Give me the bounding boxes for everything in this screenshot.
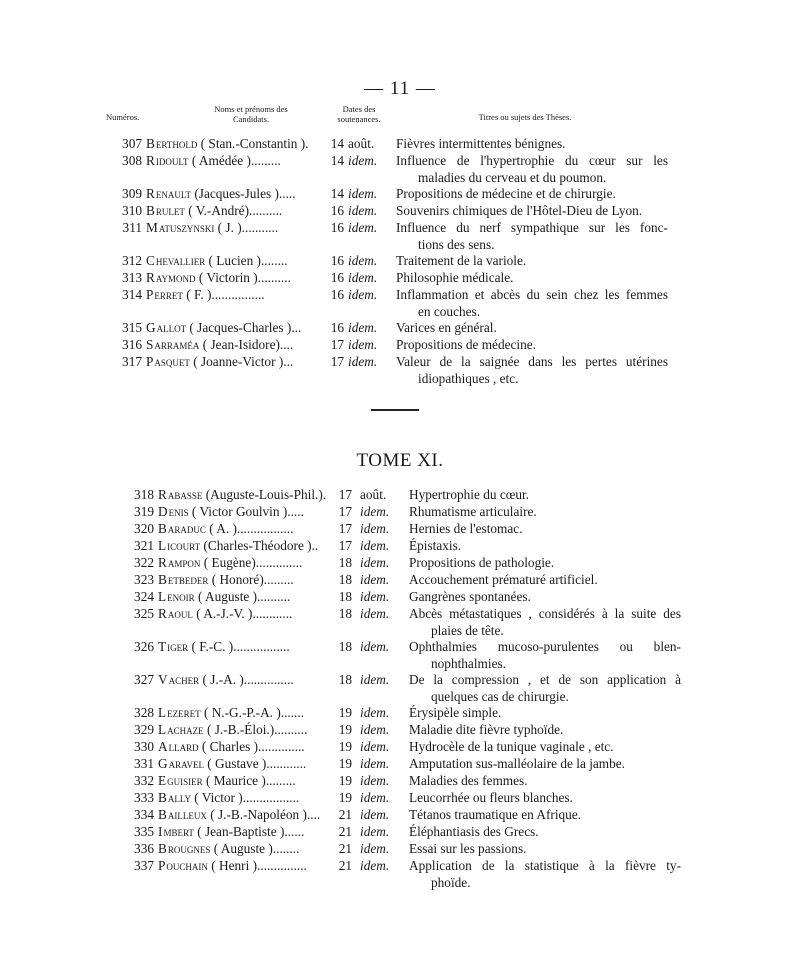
candidate-name <box>158 739 336 756</box>
thesis-title-line: Propositions de pathologie. <box>409 555 555 570</box>
tome-heading: TOME XI. <box>356 450 444 471</box>
entry-number: 337 <box>134 858 154 873</box>
entry-number: 328 <box>134 705 154 720</box>
defense-month: idem. <box>360 807 390 822</box>
defense-month: idem. <box>348 203 378 218</box>
thesis-title-line: Fièvres intermittentes bénignes. <box>396 136 566 151</box>
defense-month: idem. <box>348 186 378 201</box>
candidate-surname-rest: enoir <box>167 589 195 604</box>
candidate-given: ( Jean-Isidore).... <box>199 337 294 352</box>
thesis-title-line: Influence de l'hypertrophie du cœur sur les <box>396 153 668 168</box>
candidate-name <box>158 722 336 739</box>
candidate-given: ( F. )................ <box>182 287 265 302</box>
defense-day: 19 <box>338 773 352 788</box>
thesis-title-line: Philosophie médicale. <box>396 270 514 285</box>
candidate-name <box>158 639 336 656</box>
candidate-surname: P <box>158 858 167 873</box>
candidate-surname: R <box>158 555 168 570</box>
candidate-name <box>158 538 336 555</box>
thesis-title-line: Éléphantiasis des Grecs. <box>409 824 539 839</box>
candidate-given: ( Auguste ).......... <box>194 589 291 604</box>
candidate-name <box>158 672 336 689</box>
defense-month: idem. <box>360 538 390 553</box>
candidate-given: ( Jean-Baptiste )...... <box>193 824 305 839</box>
candidate-given: ( V.-André).......... <box>184 203 283 218</box>
defense-day: 14 <box>330 186 344 201</box>
candidate-given: ( F.-C. )................. <box>188 639 290 654</box>
defense-day: 18 <box>338 606 352 621</box>
entry-number: 324 <box>134 589 154 604</box>
candidate-name <box>146 203 328 220</box>
candidate-given: ( J.-B.-Napoléon ).... <box>206 807 321 822</box>
entry-number: 312 <box>122 253 142 268</box>
defense-month: idem. <box>360 841 390 856</box>
candidate-surname: B <box>158 790 168 805</box>
thesis-title-line: Tétanos traumatique en Afrique. <box>409 807 582 822</box>
thesis-title-line: idiopathiques , etc. <box>418 370 519 386</box>
candidate-surname: B <box>158 521 168 536</box>
candidate-name <box>158 572 336 589</box>
thesis-title-line: Hydrocèle de la tunique vaginale , etc. <box>409 739 614 754</box>
entry-number: 323 <box>134 572 154 587</box>
defense-month: idem. <box>360 824 390 839</box>
candidate-name <box>146 337 328 354</box>
candidate-surname: E <box>158 773 168 788</box>
defense-day: 19 <box>338 756 352 771</box>
defense-day: 17 <box>330 337 344 352</box>
defense-day: 17 <box>338 521 352 536</box>
defense-day: 14 <box>330 153 344 168</box>
candidate-given: ( N.-G.-P.-A. )....... <box>200 705 305 720</box>
entry-number: 320 <box>134 521 154 536</box>
candidate-given: ( Charles ).............. <box>198 739 305 754</box>
candidate-given: ( J.-A. )............... <box>199 672 294 687</box>
entry-number: 332 <box>134 773 154 788</box>
defense-day: 16 <box>330 220 344 235</box>
entry-number: 317 <box>122 354 142 369</box>
candidate-name <box>158 487 336 504</box>
candidate-surname: S <box>146 337 155 352</box>
entry-number: 315 <box>122 320 142 335</box>
defense-month: idem. <box>360 606 390 621</box>
candidate-given: ( J.-B.-Éloi.).......... <box>203 722 308 737</box>
candidate-surname-rest: allot <box>156 320 187 335</box>
defense-day: 16 <box>330 270 344 285</box>
candidate-surname-rest: abasse <box>167 487 203 502</box>
candidate-surname-rest: ampon <box>167 555 201 570</box>
candidate-given: ( Jacques-Charles )... <box>186 320 302 335</box>
candidate-given: ( Victorin ).......... <box>195 270 291 285</box>
entry-number: 335 <box>134 824 154 839</box>
candidate-surname-rest: erthold <box>155 136 198 151</box>
entry-number: 313 <box>122 270 142 285</box>
candidate-name <box>158 705 336 722</box>
defense-month: idem. <box>360 790 390 805</box>
defense-month: idem. <box>360 504 390 519</box>
candidate-given: ( Victor Goulvin )..... <box>188 504 304 519</box>
candidate-given: ( Eugène).............. <box>200 555 303 570</box>
defense-day: 17 <box>338 538 352 553</box>
candidate-surname-rest: ezeret <box>167 705 201 720</box>
thesis-title-line: Abcès métastatiques , considérés à la suite des <box>409 606 681 621</box>
candidate-name <box>146 320 328 337</box>
thesis-title-line: Maladie dite fièvre typhoïde. <box>409 722 564 737</box>
entry-number: 325 <box>134 606 154 621</box>
thesis-title-line: phoïde. <box>431 874 471 890</box>
thesis-title-line: Maladies des femmes. <box>409 773 528 788</box>
entry-number: 314 <box>122 287 142 302</box>
entry-number: 309 <box>122 186 142 201</box>
thesis-title-line: plaies de tête. <box>431 622 504 638</box>
defense-month: idem. <box>360 639 390 654</box>
defense-month: idem. <box>348 253 378 268</box>
candidate-surname: G <box>158 756 169 771</box>
defense-month: idem. <box>360 672 390 687</box>
candidate-surname-rest: aymond <box>155 270 196 285</box>
thesis-title-line: Épistaxis. <box>409 538 462 553</box>
thesis-title-line: nophthalmies. <box>431 655 506 671</box>
thesis-title-line: maladies du cerveau et du poumon. <box>418 169 607 185</box>
header-titles: Titres ou sujets des Thèses. <box>478 112 572 122</box>
defense-day: 21 <box>338 824 352 839</box>
candidate-name <box>158 841 336 858</box>
candidate-surname: R <box>146 270 156 285</box>
defense-month: idem. <box>360 739 390 754</box>
candidate-surname: L <box>158 705 168 720</box>
candidate-name <box>146 136 328 153</box>
candidate-given: (Jacques-Jules )..... <box>191 186 296 201</box>
defense-day: 16 <box>330 203 344 218</box>
entry-number: 331 <box>134 756 154 771</box>
entry-number: 322 <box>134 555 154 570</box>
defense-month: idem. <box>348 270 378 285</box>
thesis-title-line: Traitement de la variole. <box>396 253 527 268</box>
defense-day: 18 <box>338 555 352 570</box>
entry-number: 319 <box>134 504 154 519</box>
thesis-title-line: Influence du nerf sympathique sur les fonc- <box>396 220 668 235</box>
candidate-surname: R <box>146 186 156 201</box>
candidate-given: ( Stan.-Constantin ). <box>197 136 309 151</box>
thesis-title-line: Inflammation et abcès du sein chez les femmes <box>396 287 668 302</box>
candidate-name <box>158 807 336 824</box>
defense-month: idem. <box>348 320 378 335</box>
defense-day: 16 <box>330 253 344 268</box>
candidate-name <box>158 858 336 875</box>
candidate-name <box>158 555 336 572</box>
thesis-title-line: Souvenirs chimiques de l'Hôtel-Dieu de Lyon. <box>396 203 643 218</box>
candidate-surname-rest: icourt <box>167 538 201 553</box>
candidate-name <box>158 504 336 521</box>
defense-month: idem. <box>360 773 390 788</box>
candidate-given: ( Amédée )......... <box>188 153 281 168</box>
section-divider <box>371 409 419 411</box>
thesis-title-line: Érysipèle simple. <box>409 705 502 720</box>
candidate-name <box>146 220 328 237</box>
candidate-given: (Auguste-Louis-Phil.). <box>202 487 327 502</box>
candidate-surname-rest: aravel <box>168 756 204 771</box>
candidate-given: ( A. )................. <box>205 521 294 536</box>
entry-number: 311 <box>122 220 142 235</box>
header-numbers: Numéros. <box>106 112 140 122</box>
candidate-given: ( Henri )............... <box>207 858 307 873</box>
defense-day: 19 <box>338 790 352 805</box>
candidate-given: ( Gustave )............ <box>203 756 307 771</box>
thesis-title-line: Valeur de la saignée dans les pertes utérines <box>396 354 668 369</box>
entry-number: 310 <box>122 203 142 218</box>
thesis-title-line: Leucorrhée ou fleurs blanches. <box>409 790 573 805</box>
candidate-surname-rest: ouchain <box>166 858 208 873</box>
thesis-title-line: Application de la statistique à la fièvre ty- <box>409 858 681 873</box>
candidate-surname-rest: iger <box>167 639 189 654</box>
candidate-given: ( Lucien )........ <box>205 253 288 268</box>
candidate-name <box>146 287 328 304</box>
candidate-given: (Charles-Théodore ).. <box>200 538 319 553</box>
thesis-title-line: Ophthalmies mucoso-purulentes ou blen- <box>409 639 681 654</box>
defense-month: idem. <box>348 287 378 302</box>
candidate-surname: R <box>146 153 156 168</box>
candidate-name <box>146 253 328 270</box>
candidate-surname: L <box>158 722 168 737</box>
candidate-surname: D <box>158 504 169 519</box>
defense-day: 17 <box>338 487 352 502</box>
thesis-title-line: Propositions de médecine. <box>396 337 536 352</box>
thesis-title-line: Varices en général. <box>396 320 497 335</box>
thesis-title-line: en couches. <box>418 303 481 319</box>
defense-day: 17 <box>338 504 352 519</box>
defense-month: idem. <box>348 220 378 235</box>
candidate-surname-rest: ailleux <box>167 807 207 822</box>
entry-number: 321 <box>134 538 154 553</box>
defense-month: idem. <box>360 858 390 873</box>
candidate-surname-rest: atuszynski <box>158 220 215 235</box>
candidate-surname: I <box>158 824 164 839</box>
candidate-surname: A <box>158 739 169 754</box>
defense-month: idem. <box>360 572 390 587</box>
entry-number: 329 <box>134 722 154 737</box>
header-candidates: Noms et prénoms des Candidats. <box>214 104 288 124</box>
thesis-title-line: Hypertrophie du cœur. <box>409 487 530 502</box>
candidate-surname: B <box>146 203 156 218</box>
thesis-title-line: Essai sur les passions. <box>409 841 527 856</box>
candidate-name <box>146 153 328 170</box>
entry-number: 330 <box>134 739 154 754</box>
candidate-surname: B <box>146 136 156 151</box>
defense-day: 19 <box>338 739 352 754</box>
candidate-given: ( Victor )................. <box>190 790 300 805</box>
candidate-surname-rest: mbert <box>163 824 194 839</box>
candidate-surname-rest: achaze <box>167 722 204 737</box>
header-dates: Dates des soutenances. <box>337 104 381 124</box>
defense-month: août. <box>360 487 387 502</box>
candidate-surname-rest: asquet <box>154 354 190 369</box>
candidate-surname: B <box>158 841 168 856</box>
candidate-name <box>146 270 328 287</box>
candidate-surname: L <box>158 538 168 553</box>
candidate-surname-rest: acher <box>168 672 200 687</box>
candidate-surname-rest: enis <box>168 504 189 519</box>
entry-number: 308 <box>122 153 142 168</box>
candidate-surname-rest: araduc <box>167 521 206 536</box>
candidate-surname-rest: guisier <box>167 773 203 788</box>
thesis-title-line: Accouchement prématuré artificiel. <box>409 572 598 587</box>
entry-number: 318 <box>134 487 154 502</box>
candidate-surname-rest: rulet <box>155 203 185 218</box>
candidate-surname: G <box>146 320 157 335</box>
candidate-surname: B <box>158 572 168 587</box>
candidate-surname: M <box>146 220 159 235</box>
defense-day: 18 <box>338 589 352 604</box>
thesis-title-line: Gangrènes spontanées. <box>409 589 531 604</box>
defense-month: idem. <box>360 521 390 536</box>
candidate-surname-rest: arraméa <box>154 337 200 352</box>
defense-day: 19 <box>338 722 352 737</box>
defense-month: idem. <box>348 354 378 369</box>
thesis-title-line: De la compression , et de son application à <box>409 672 681 687</box>
defense-month: idem. <box>360 756 390 771</box>
candidate-surname-rest: llard <box>168 739 199 754</box>
candidate-surname: L <box>158 589 168 604</box>
candidate-surname: R <box>158 606 168 621</box>
defense-month: idem. <box>348 337 378 352</box>
candidate-surname: C <box>146 253 156 268</box>
defense-day: 21 <box>338 858 352 873</box>
page-number: — 11 — <box>364 78 436 99</box>
defense-month: idem. <box>360 722 390 737</box>
entry-number: 327 <box>134 672 154 687</box>
thesis-title-line: quelques cas de chirurgie. <box>431 688 569 704</box>
defense-month: idem. <box>360 705 390 720</box>
candidate-surname: B <box>158 807 168 822</box>
candidate-name <box>158 756 336 773</box>
candidate-given: ( Auguste )........ <box>210 841 300 856</box>
candidate-surname: P <box>146 354 155 369</box>
candidate-surname: T <box>158 639 168 654</box>
candidate-surname: R <box>158 487 168 502</box>
candidate-name <box>158 824 336 841</box>
defense-day: 21 <box>338 841 352 856</box>
candidate-name <box>158 589 336 606</box>
entry-number: 326 <box>134 639 154 654</box>
candidate-name <box>158 773 336 790</box>
thesis-title-line: Rhumatisme articulaire. <box>409 504 537 519</box>
candidate-given: ( Joanne-Victor )... <box>189 354 294 369</box>
entry-number: 336 <box>134 841 154 856</box>
candidate-given: ( Honoré)......... <box>208 572 294 587</box>
candidate-surname-rest: rougnes <box>167 841 211 856</box>
candidate-given: ( Maurice )......... <box>202 773 296 788</box>
entry-number: 334 <box>134 807 154 822</box>
thesis-title-line: Hernies de l'estomac. <box>409 521 523 536</box>
candidate-name <box>158 606 336 623</box>
candidate-surname-rest: idoult <box>155 153 189 168</box>
candidate-surname-rest: ally <box>167 790 191 805</box>
defense-day: 16 <box>330 287 344 302</box>
defense-day: 14 <box>330 136 344 151</box>
defense-day: 18 <box>338 572 352 587</box>
entry-number: 333 <box>134 790 154 805</box>
candidate-name <box>146 186 328 203</box>
candidate-name <box>158 521 336 538</box>
entry-number: 307 <box>122 136 142 151</box>
candidate-surname-rest: erret <box>154 287 183 302</box>
entry-number: 316 <box>122 337 142 352</box>
defense-day: 21 <box>338 807 352 822</box>
defense-month: idem. <box>360 555 390 570</box>
defense-month: idem. <box>360 589 390 604</box>
candidate-surname: V <box>158 672 169 687</box>
candidate-surname-rest: enault <box>155 186 192 201</box>
thesis-title-line: Propositions de médecine et de chirurgie. <box>396 186 616 201</box>
defense-month: août. <box>348 136 375 151</box>
candidate-name <box>146 354 328 371</box>
thesis-title-line: tions des sens. <box>418 236 495 252</box>
candidate-given: ( A.-J.-V. )............ <box>192 606 293 621</box>
defense-day: 17 <box>330 354 344 369</box>
defense-day: 16 <box>330 320 344 335</box>
candidate-surname: P <box>146 287 155 302</box>
defense-month: idem. <box>348 153 378 168</box>
defense-day: 19 <box>338 705 352 720</box>
candidate-given: ( J. )........... <box>214 220 279 235</box>
candidate-surname-rest: hevallier <box>155 253 206 268</box>
candidate-surname-rest: etbeder <box>167 572 209 587</box>
thesis-title-line: Amputation sus-malléolaire de la jambe. <box>409 756 626 771</box>
candidate-surname-rest: aoul <box>167 606 193 621</box>
defense-day: 18 <box>338 639 352 654</box>
candidate-name <box>158 790 336 807</box>
defense-day: 18 <box>338 672 352 687</box>
